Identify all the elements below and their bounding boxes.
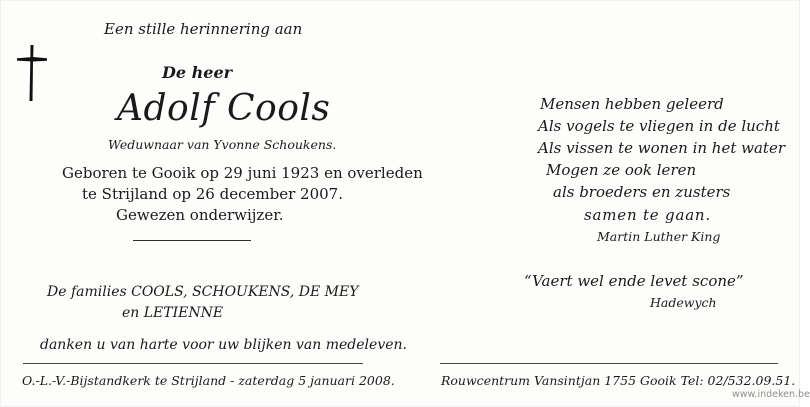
funeral-home-info: Rouwcentrum Vansintjan 1755 Gooik Tel: 02/532.09.51. <box>441 373 796 388</box>
poem-author: Martin Luther King <box>597 229 721 244</box>
birth-death-line-1: Geboren te Gooik op 29 juni 1923 en overleden <box>62 164 423 182</box>
cross-icon <box>14 43 50 103</box>
salutation: De heer <box>162 63 233 82</box>
profession-line: Gewezen onderwijzer. <box>116 206 284 224</box>
families-line-1: De families COOLS, SCHOUKENS, DE MEY <box>47 284 359 300</box>
right-bottom-divider <box>440 363 778 364</box>
quote-author: Hadewych <box>650 295 717 310</box>
birth-death-line-2: te Strijland op 26 december 2007. <box>82 185 343 203</box>
service-info: O.-L.-V.-Bijstandkerk te Strijland - zaterdag 5 januari 2008. <box>22 373 395 388</box>
families-line-2: en LETIENNE <box>122 305 224 321</box>
quote-text: “Vaert wel ende levet scone” <box>524 272 744 290</box>
thanks-line: danken u van harte voor uw blijken van medeleven. <box>40 337 407 353</box>
poem-line-3: Als vissen te wonen in het water <box>538 139 785 157</box>
poem-line-4: Mogen ze ook leren <box>546 161 697 179</box>
intro-text: Een stille herinnering aan <box>104 20 303 38</box>
widower-line: Weduwnaar van Yvonne Schoukens. <box>108 137 337 152</box>
poem-line-1: Mensen hebben geleerd <box>540 95 724 113</box>
poem-line-5: als broeders en zusters <box>553 183 731 201</box>
deceased-name: Adolf Cools <box>117 88 331 129</box>
poem-line-2: Als vogels te vliegen in de lucht <box>538 117 780 135</box>
short-divider <box>133 240 251 241</box>
poem-line-6: samen te gaan. <box>584 206 711 224</box>
left-bottom-divider <box>23 363 363 364</box>
watermark: www.indeken.be <box>732 389 810 400</box>
